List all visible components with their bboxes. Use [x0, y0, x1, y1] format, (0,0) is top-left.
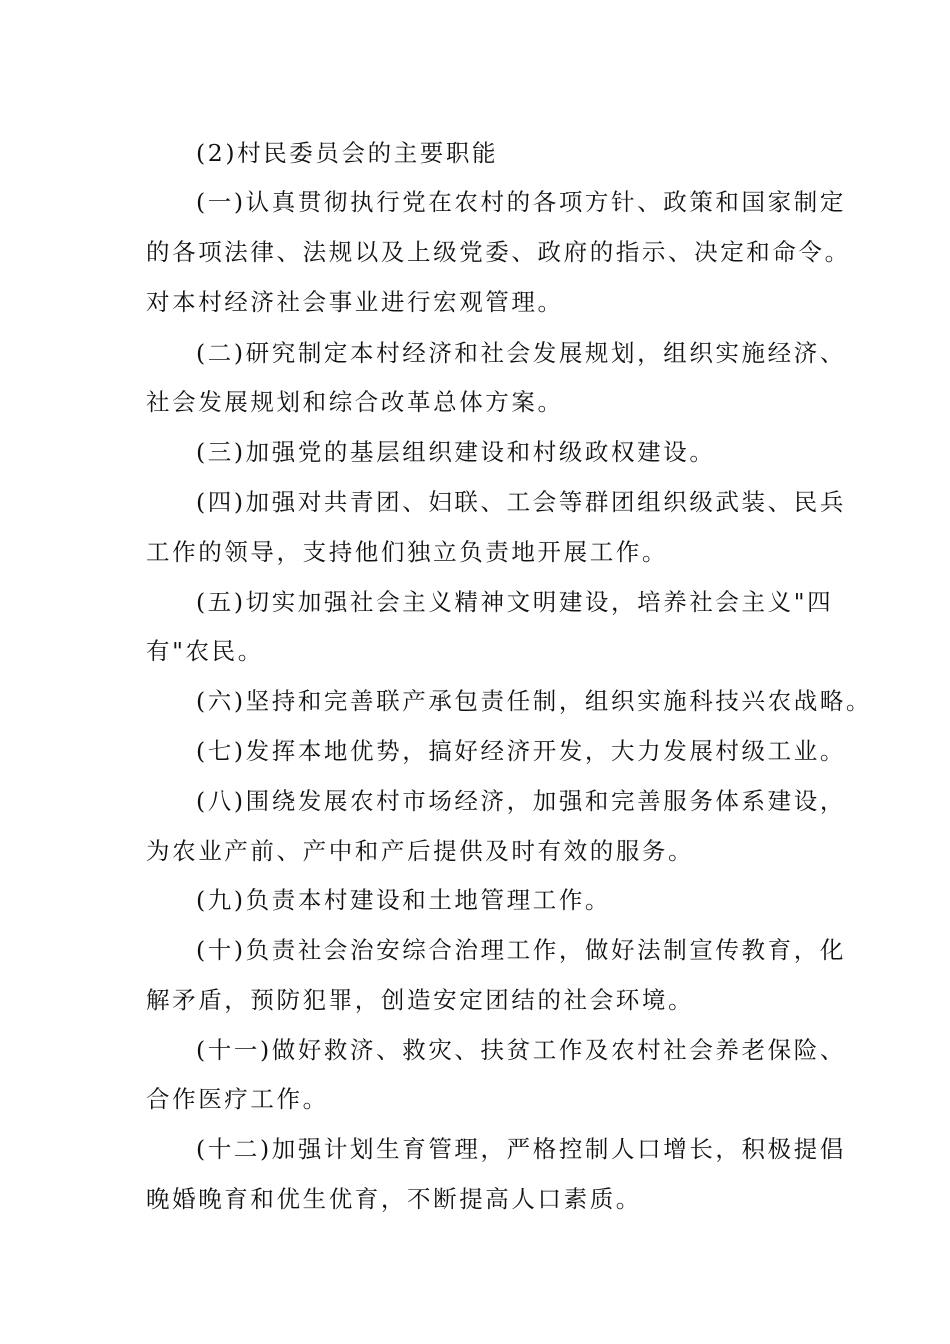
paragraph-7-line-1: (七)发挥本地优势，搞好经济开发，大力发展村级工业。	[196, 737, 846, 765]
paragraph-11-line-2: 合作医疗工作。	[146, 1085, 329, 1113]
paragraph-10-line-1: (十)负责社会治安综合治理工作，做好法制宣传教育，化	[196, 936, 846, 964]
paragraph-5-line-1: (五)切实加强社会主义精神文明建设，培养社会主义"四	[196, 588, 834, 616]
paragraph-12-line-2: 晚婚晚育和优生优育，不断提高人口素质。	[146, 1185, 642, 1213]
paragraph-1-line-3: 对本村经济社会事业进行宏观管理。	[146, 288, 564, 316]
paragraph-1-line-1: (一)认真贯彻执行党在农村的各项方针、政策和国家制定	[196, 188, 846, 216]
paragraph-2-line-2: 社会发展规划和综合改革总体方案。	[146, 388, 564, 416]
paragraph-11-line-1: (十一)做好救济、救灾、扶贫工作及农村社会养老保险、	[196, 1036, 846, 1064]
paragraph-10-line-2: 解矛盾，预防犯罪，创造安定团结的社会环境。	[146, 986, 695, 1014]
paragraph-8-line-2: 为农业产前、产中和产后提供及时有效的服务。	[146, 837, 695, 865]
paragraph-5-line-2: 有"农民。	[146, 637, 264, 665]
paragraph-4-line-2: 工作的领导，支持他们独立负责地开展工作。	[146, 538, 668, 566]
paragraph-1-line-2: 的各项法律、法规以及上级党委、政府的指示、决定和命令。	[146, 238, 851, 266]
paragraph-4-line-1: (四)加强对共青团、妇联、工会等群团组织级武装、民兵	[196, 488, 846, 516]
paragraph-3-line-1: (三)加强党的基层组织建设和村级政权建设。	[196, 438, 716, 466]
section-heading: (2)村民委员会的主要职能	[196, 139, 499, 167]
paragraph-9-line-1: (九)负责本村建设和土地管理工作。	[196, 886, 612, 914]
paragraph-2-line-1: (二)研究制定本村经济和社会发展规划，组织实施经济、	[196, 339, 846, 367]
paragraph-12-line-1: (十二)加强计划生育管理，严格控制人口增长，积极提倡	[196, 1135, 846, 1163]
paragraph-6-line-1: (六)坚持和完善联产承包责任制，组织实施科技兴农战略。	[196, 687, 873, 715]
paragraph-8-line-1: (八)围绕发展农村市场经济，加强和完善服务体系建设，	[196, 787, 846, 815]
